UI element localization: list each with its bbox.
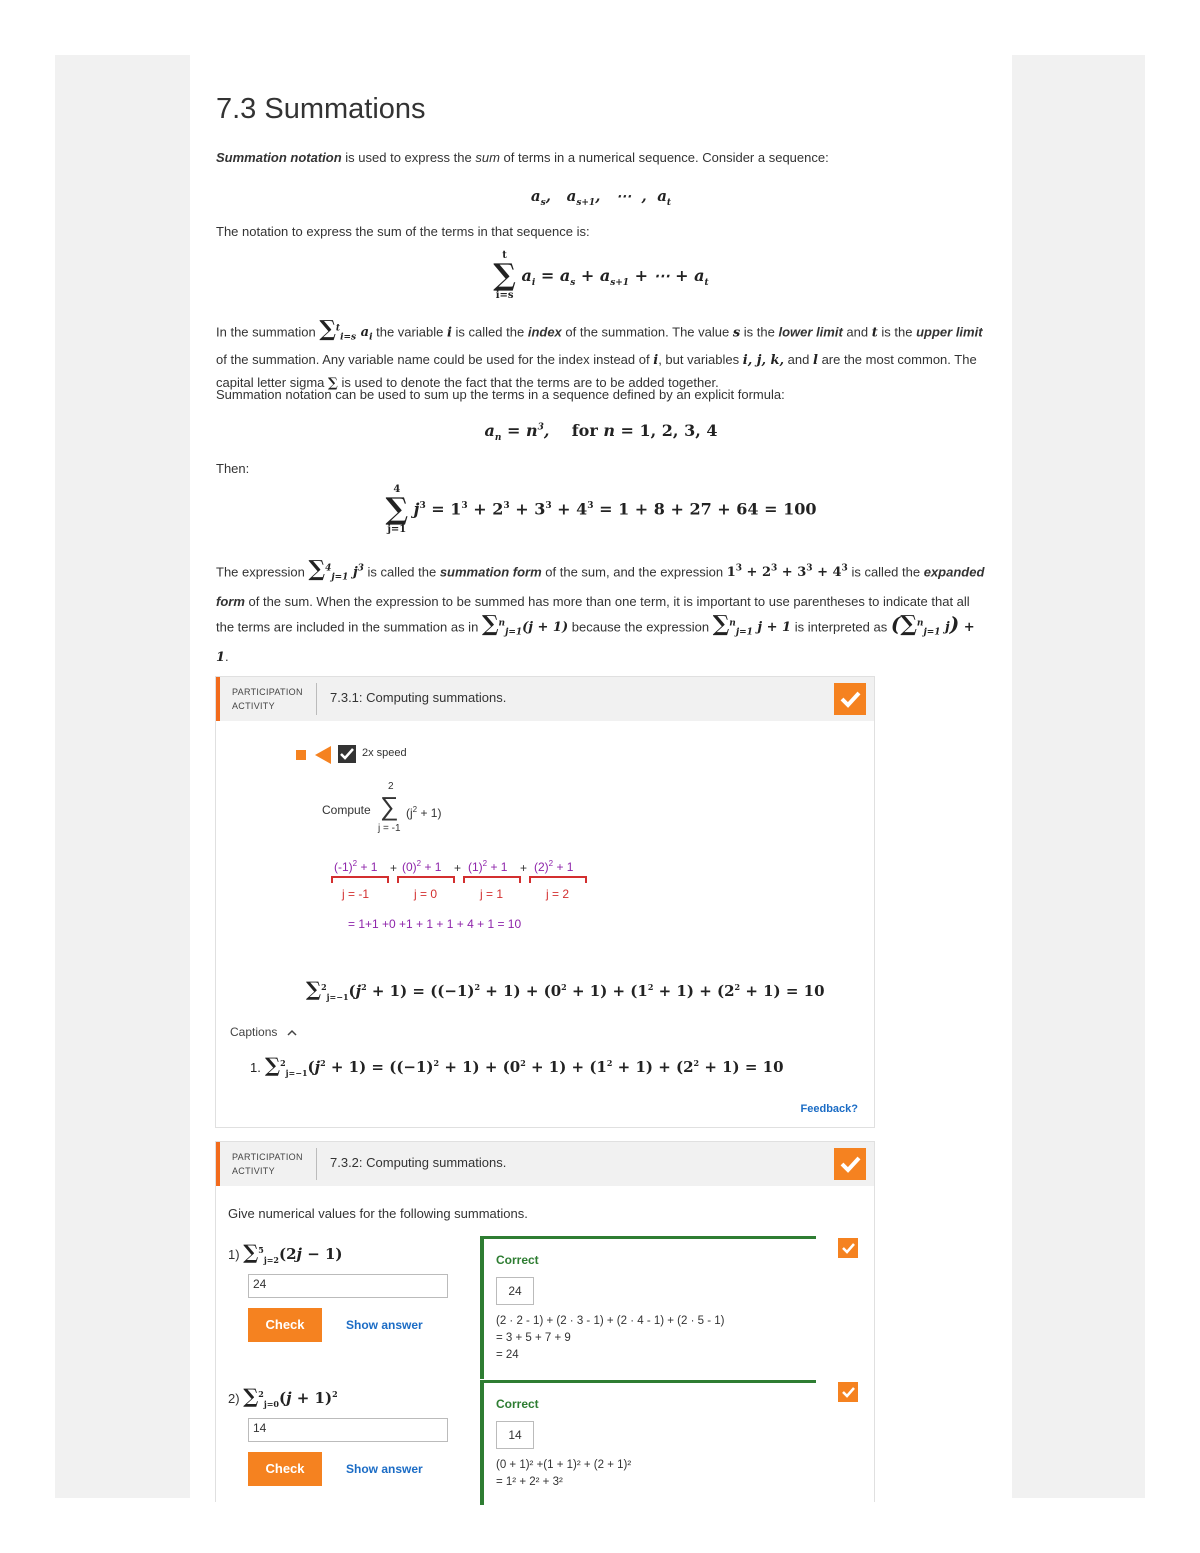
activity-2-header bbox=[216, 1142, 874, 1186]
term-lower-limit: lower limit bbox=[778, 324, 843, 340]
term-expanded-form: expanded form bbox=[216, 564, 985, 609]
show-answer-link[interactable]: Show answer bbox=[346, 1318, 423, 1332]
sequence-display: $a_s$, $a_{s+1}$, ⋯ , $a_t$ bbox=[530, 187, 672, 208]
explanation: (0 + 1)² +(1 + 1)² + (2 + 1)² = 1² + 2² + 3² bbox=[496, 1459, 632, 1488]
correct-check-icon bbox=[838, 1238, 858, 1258]
term-index: index bbox=[527, 324, 562, 340]
correct-check-icon bbox=[838, 1382, 858, 1402]
correct-value: 24 bbox=[496, 1277, 534, 1305]
header-divider bbox=[316, 1148, 317, 1180]
compute-prompt: Compute 2 ∑ j = -1 $(j^2 + 1)$ bbox=[322, 781, 442, 834]
sigma-symbol: ∑ bbox=[380, 791, 399, 821]
intro-paragraph: Summation notation is used to express the sum of terms in a numerical sequence. Consider a sequence: bbox=[216, 150, 829, 165]
correct-feedback: Correct 24 (2 · 2 - 1) + (2 · 3 - 1) + (2 · 4 - 1) + (2 · 5 - 1) = 3 + 5 + 7 + 9 = 24 bbox=[480, 1236, 816, 1379]
check-button[interactable]: Check bbox=[248, 1452, 322, 1486]
summation-definition: t ∑ i=s $a_i = a_s + a_{s+1}$ + ⋯ + $a_t$ bbox=[493, 250, 709, 301]
instructions: Give numerical values for the following summations. bbox=[228, 1206, 528, 1221]
term-upper-limit: upper limit bbox=[916, 324, 983, 340]
index-paragraph: In the summation ∑$^t_{i=s}$ $a_i$ the variable i is called the index of the summation. The value s is the lower limit and t is the upper limit of the summation. Any variable name could be used for the index instead of i, but variables i, j, k, and l are the most common. The capital letter sigma ∑ is used to denote the fact that the terms are to be added together. bbox=[216, 316, 983, 391]
answer-input[interactable]: 24 bbox=[248, 1274, 448, 1298]
completion-check-icon bbox=[834, 683, 866, 715]
notation-paragraph: The notation to express the sum of the terms in that sequence is: bbox=[216, 224, 590, 239]
result-line: = 1+1 +0 +1 + 1 + 1 + 4 + 1 = 10 bbox=[348, 917, 522, 931]
cubes-example: 4 ∑ j=1 $j^3 = 1^3 + 2^3 + 3^3 + 4^3 = 1 + 8 + 27 + 64 = 100$ bbox=[385, 484, 817, 535]
captions-toggle[interactable]: Captions bbox=[230, 1025, 297, 1039]
stop-icon[interactable] bbox=[296, 750, 306, 760]
expression-paragraph: The expression ∑$^4_{j=1}$ $j^3$ is called the summation form of the sum, and the expression $1^3 + 2^3 + 3^3 + 4^3$ is called the expanded form of the sum. When the expression to be summed has more than one term, it is important to use parentheses to indicate that all the terms are included in the summation as in ∑$^n_{j=1}$(j + 1) because the expression ∑$^n_{j=1}$ j + 1 is interpreted as (∑$^n_{j=1}$ j) + 1. bbox=[216, 556, 985, 665]
activity-1-header bbox=[216, 677, 874, 721]
textbook-page bbox=[190, 55, 1012, 1498]
show-answer-link[interactable]: Show answer bbox=[346, 1462, 423, 1476]
speed-label: 2x speed bbox=[362, 747, 407, 759]
speed-checkbox[interactable] bbox=[338, 745, 356, 763]
summation-result: $\sum^2_{j=-1}(j^2 + 1) = ((-1)^2 + 1) + (0^2 + 1) + (1^2 + 1) + (2^2 + 1) = 10$ bbox=[306, 977, 825, 1002]
term-summation-form: summation form bbox=[439, 564, 542, 580]
participation-activity-1: PARTICIPATION ACTIVITY 7.3.1: Computing summations. 2x speed Compute 2 ∑ j = -1 $(j^2 + 1)$ $(-1)^2 + 1$ + $(0)^2 + 1$ + $(1)^2 + 1$ + $(2)^2 + 1$ j = -1 j = 0 j = 1 j = 2 = 1+1 +0 +1 + 1 + 1 + 4 + 1 = 10 $\sum^2_{j=-1}(j^2 + 1) = ((-1)^2 + 1) + (0^2 + 1) + (1^2 + 1) + (2^2 + 1) = 10$ Captions 1. $\sum^2_{j=-1}(j^2 + 1) = ((-1)^2 + 1) + (0^2 + 1) + (1^2 + 1) + (2^2 + 1) = 10$ Feedback? bbox=[215, 676, 875, 1128]
term-summation-notation: Summation notation bbox=[216, 150, 342, 165]
chevron-up-icon bbox=[287, 1029, 297, 1036]
correct-value: 14 bbox=[496, 1421, 534, 1449]
then-label: Then: bbox=[216, 461, 250, 476]
explanation: (2 · 2 - 1) + (2 · 3 - 1) + (2 · 4 - 1) + (2 · 5 - 1) = 3 + 5 + 7 + 9 = 24 bbox=[496, 1315, 725, 1361]
participation-activity-2 bbox=[215, 1141, 875, 1502]
question-number: 2) bbox=[228, 1391, 240, 1406]
feedback-link[interactable]: Feedback? bbox=[800, 1103, 858, 1115]
explicit-paragraph: Summation notation can be used to sum up the terms in a sequence defined by an explicit formula: bbox=[216, 387, 785, 402]
back-icon[interactable] bbox=[314, 745, 332, 765]
activity-1-label: PARTICIPATION ACTIVITY bbox=[232, 687, 303, 711]
answer-input[interactable]: 14 bbox=[248, 1418, 448, 1442]
question-number: 1) bbox=[228, 1247, 240, 1262]
explicit-formula: $a_n = n^3$, for n = 1, 2, 3, 4 bbox=[484, 421, 718, 444]
section-title: 7.3 Summations bbox=[216, 93, 426, 125]
completion-check-icon bbox=[834, 1148, 866, 1180]
question-1: 1) ∑$^5_{j=2}$(2j − 1) 24 Check Show answer Correct 24 (2 · 2 - 1) + (2 · 3 - 1) + (2 · 4 - 1) + (2 · 5 - 1) = 3 + 5 + 7 + 9 = 24 bbox=[216, 1236, 874, 1376]
activity-1-title: 7.3.1: Computing summations. bbox=[330, 690, 507, 705]
correct-feedback: Correct 14 (0 + 1)² +(1 + 1)² + (2 + 1)² = 1² + 2² + 3² bbox=[480, 1380, 816, 1505]
term-brackets bbox=[330, 873, 594, 885]
check-button[interactable]: Check bbox=[248, 1308, 322, 1342]
question-2: 2) $\sum^2_{j=0}(j + 1)^2$ 14 Check Show answer Correct 14 (0 + 1)² +(1 + 1)² + (2 + 1)² = 1² + 2² + 3² bbox=[216, 1380, 874, 1502]
header-divider bbox=[316, 683, 317, 715]
caption-item: 1. $\sum^2_{j=-1}(j^2 + 1) = ((-1)^2 + 1) + (0^2 + 1) + (1^2 + 1) + (2^2 + 1) = 10$ bbox=[250, 1053, 784, 1078]
activity-2-label: PARTICIPATION ACTIVITY bbox=[232, 1152, 303, 1176]
activity-2-title: 7.3.2: Computing summations. bbox=[330, 1155, 507, 1170]
